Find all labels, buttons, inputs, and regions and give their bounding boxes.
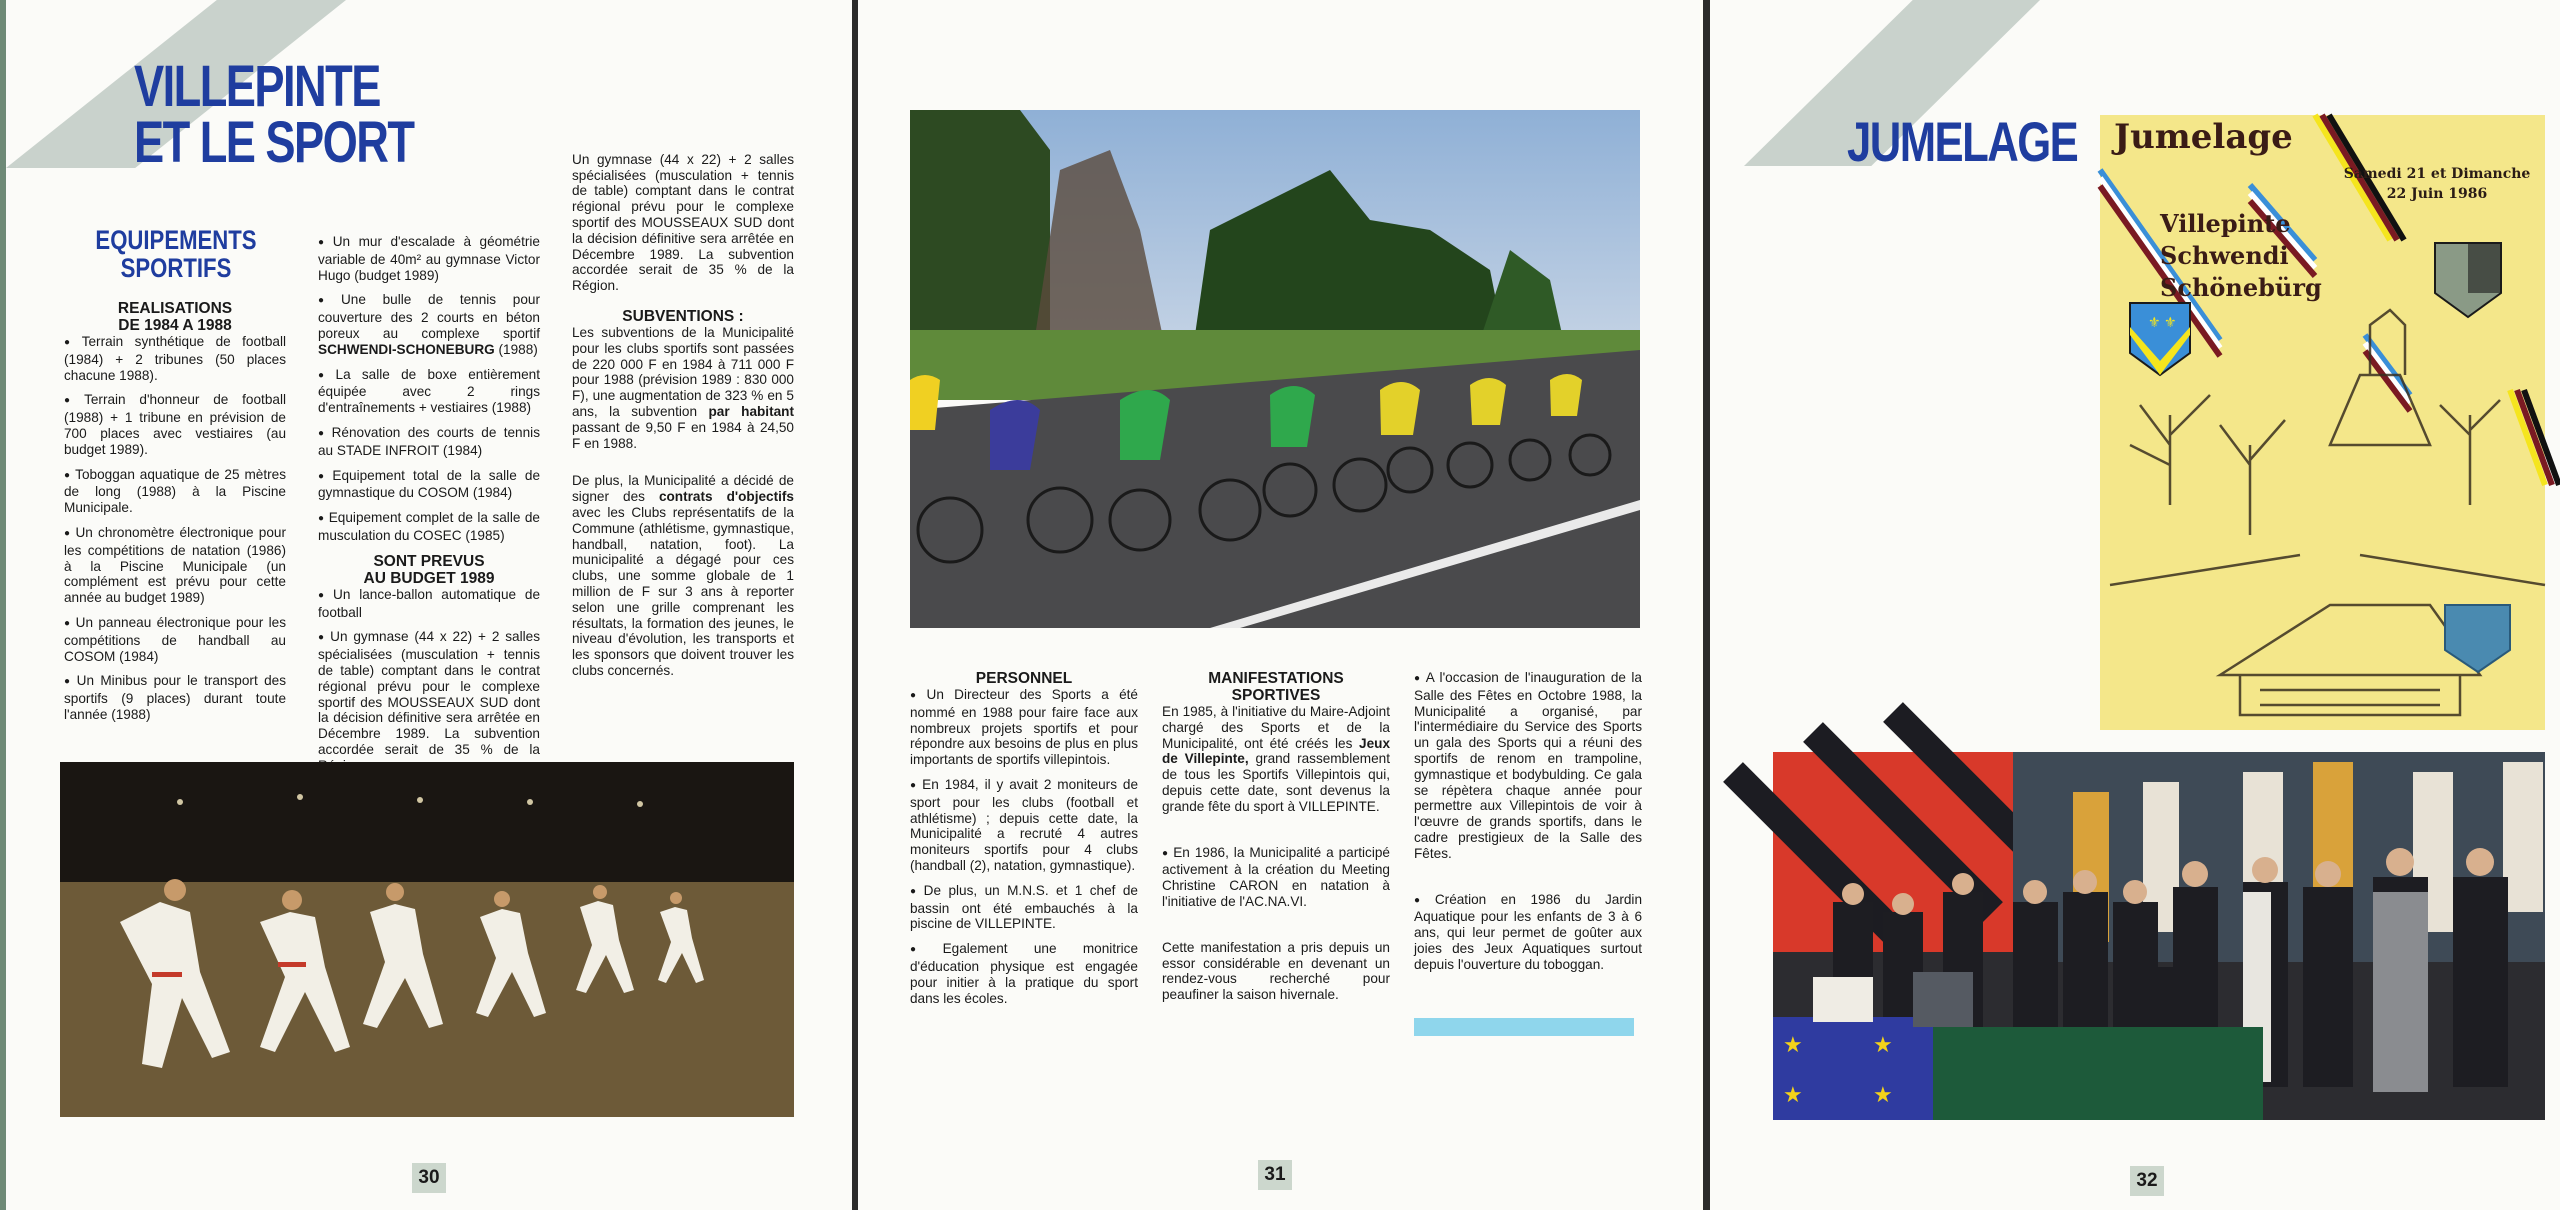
cycling-race-photo: [910, 110, 1640, 628]
page-title-line1: VILLEPINTE: [134, 54, 380, 119]
list-item: ● De plus, un M.N.S. et 1 chef de bassin ont été embauchés à la piscine de VILLEPINTE.: [910, 883, 1138, 932]
svg-text:★: ★: [1783, 1082, 1803, 1107]
poster-town2-line2: Schönebürg: [2160, 273, 2322, 302]
list-item: ● Un Directeur des Sports a été nommé en 1988 pour faire face aux nombreux projets sportifs et pour répondre aux besoins de plus en plus importants de sportifs villepintois.: [910, 687, 1138, 768]
poster-date-line2: 22 Juin 1986: [2386, 186, 2488, 202]
list-item: ● Un gymnase (44 x 22) + 2 salles spécialisées (musculation + tennis de table) comptant dans le contrat régional prévu pour le complexe sportif des MOUSSEAUX SUD dont la décision définitive sera arrêtée en Décembre 1989. La subvention accordée serait de 35 % de la: [318, 629, 540, 677]
cycling-race-illustration: [910, 110, 1640, 628]
manifestations-heading-line1: MANIFESTATIONS: [1208, 670, 1344, 687]
list-item: ● Equipement complet de la salle de musculation du COSEC (1985): [318, 510, 540, 544]
prevus-heading: [318, 553, 540, 587]
poster-town2-line1: Schwendi: [2160, 241, 2289, 270]
list-item: ● Création en 1986 du Jardin Aquatique pour les enfants de 3 à 6 ans, qui leur permet de goûter aux joies des Jeux Aquatiques surtout depuis l'ouverture du toboggan.: [1414, 892, 1642, 973]
list-item: ● La salle de boxe entièrement équipée avec 2 rings d'entraînements + vestiaires (1988): [318, 367, 540, 416]
realisations-heading-line1: REALISATIONS: [117, 300, 233, 317]
list-item: ● Rénovation des courts de tennis au STADE INFROIT (1984): [318, 425, 540, 459]
realisations-heading-line2: DE 1984 A 1988: [118, 317, 232, 334]
poster-date-line1: Samedi 21 et Dimanche: [2343, 166, 2531, 182]
page-title: JUMELAGE: [1847, 110, 2078, 173]
list-item: ● Equipement total de la salle de gymnastique du COSOM (1984): [318, 468, 540, 502]
list-item: ● Un chronomètre électronique pour les compétitions de natation (1986) à la Piscine Municipale (un complément est prévu pour cette année au budget 1989): [64, 525, 286, 606]
realisations-heading: [64, 300, 286, 334]
svg-text:⚜: ⚜: [2148, 314, 2161, 330]
poster-town1: Villepinte: [2160, 209, 2291, 238]
list-item: ● Une bulle de tennis pour couverture des 2 courts en béton poreux au complexe sportif SCHWENDI-SCHONEBURG (1988): [318, 292, 540, 357]
list-item: ● A l'occasion de l'inauguration de la Salle des Fêtes en Octobre 1988, la Municipalité a organisé, par l'intermédiaire du Service des Sports un gala des Sports qui a réuni des sportifs de renom en trampoline, gymnastique et bodybulding. Ce gala se répètera chaque année pour permettre aux Villepintois de voir à l'œuvre de grands sportifs, dans le cadre prestigieux de la Salle des Fêtes.: [1414, 670, 1642, 862]
subventions-paragraph: Les subventions de la Municipalité pour les clubs sportifs sont passées de 220 000 F en 1984 à 711 000 F pour 1988 (prévision 1989 : 830 000 F), une augmentation de 323 % en 5 ans, la subvention par habitant passant de 9,50 F en 1984 à 24,50 F en 1988.: [572, 325, 795, 451]
column-personnel: [910, 670, 1138, 1015]
list-item: ● Un panneau électronique pour les compétitions de handball au COSOM (1984): [64, 615, 286, 664]
page-31: [858, 0, 1703, 1210]
jumelage-poster: [2100, 115, 2545, 730]
page-number-32: 32: [2130, 1166, 2164, 1196]
poster-illustration: [2100, 115, 2545, 730]
column-realisations: [64, 300, 286, 732]
list-item: ● Terrain d'honneur de football (1988) + 1 tribune en prévision de 700 places avec vestiaires (au budget 1989).: [64, 392, 286, 457]
prevus-heading-line2: AU BUDGET 1989: [363, 569, 495, 587]
page-number-31: 31: [1258, 1160, 1292, 1190]
page-title-line2: ET LE SPORT: [134, 110, 414, 175]
prevus-continuation: Un gymnase (44 x 22) + 2 salles spécialisées (musculation + tennis de table) comptant dans le contrat régional prévu pour le complexe sportif des MOUSSEAUX SUD dont la décision définitive sera arrêtée en Décembre 1989. La subvention accordée serait de 35 % de la Région.: [572, 151, 794, 294]
personnel-heading: PERSONNEL: [975, 670, 1073, 687]
cyan-accent-bar: [1414, 1018, 1634, 1036]
list-item: ● Un lance-ballon automatique de football: [318, 587, 540, 621]
svg-text:★: ★: [1873, 1082, 1893, 1107]
subventions-heading: SUBVENTIONS :: [622, 308, 744, 325]
essor-paragraph: Cette manifestation a pris depuis un essor considérable en devenant un rendez-vous recherché pour peaufiner la saison hivernale.: [1162, 939, 1390, 1003]
section-title: [94, 226, 258, 282]
svg-text:★: ★: [1873, 1032, 1893, 1057]
list-item: ● Un mur d'escalade à géométrie variable de 40m² au gymnase Victor Hugo (budget 1989): [318, 234, 540, 283]
twinning-ceremony-photo: [1773, 752, 2545, 1120]
list-item: ● Egalement une monitrice d'éducation physique est engagée pour initier à la pratique du sport dans les écoles.: [910, 941, 1138, 1006]
manifestations-heading: [1162, 670, 1390, 704]
section-title-line2: SPORTIFS: [120, 253, 232, 283]
schwendi-schoneburg-label: SCHWENDI-SCHONEBURG: [318, 341, 495, 357]
page-number-30: 30: [412, 1163, 446, 1193]
page-30: [0, 0, 852, 1210]
list-item: ● En 1986, la Municipalité a participé activement à la création du Meeting Christine CARON en natation à l'initiative de l'AC.NA.VI.: [1162, 845, 1390, 910]
column-gala: [1414, 670, 1642, 982]
svg-text:★: ★: [1783, 1032, 1803, 1057]
column-subventions: [572, 151, 795, 688]
karate-training-photo: [60, 762, 794, 1117]
ceremony-illustration: [1773, 752, 2545, 1120]
contrats-paragraph: De plus, la Municipalité a décidé de signer des contrats d'objectifs avec les Clubs représentatifs de la Commune (athlétisme, gymnastique, handball, natation, foot). La municipalité a dégagé pour ces clubs, une somme globale de 1 million de F sur 3 ans à reporter selon une grille comprenant les résultats, la formation des jeunes, le niveau d'évolution, les transports et les sponsors que doivent trouver les clubs concernés.: [572, 473, 794, 678]
jeux-de-villepinte-paragraph: En 1985, à l'initiative du Maire-Adjoint chargé des Sports et de la Municipalité, ont été créés les Jeux de Villepinte, grand rassemblement de tous les Sportifs Villepintois qui, depuis cette date, sont devenus la grande fête du sport à VILLEPINTE.: [1162, 704, 1390, 814]
poster-title: Jumelage: [2114, 117, 2293, 157]
list-item: ● En 1984, il y avait 2 moniteurs de sport pour les clubs (football et athlétisme) ; depuis cette date, la Municipalité a recruté 4 autres moniteurs sportifs pour 4 clubs (handball (2), natation, gymnastique).: [910, 777, 1138, 874]
section-title-line1: EQUIPEMENTS: [95, 225, 257, 255]
column-realisations-continued: [318, 234, 541, 757]
list-item: ● Un Minibus pour le transport des sportifs (9 places) durant toute l'année (1988): [64, 673, 286, 722]
manifestations-heading-line2: SPORTIVES: [1231, 687, 1321, 704]
page-32: [1710, 0, 2560, 1210]
list-item: ● Toboggan aquatique de 25 mètres de long (1988) à la Piscine Municipale.: [64, 467, 286, 516]
prevus-heading-line1: SONT PREVUS: [373, 552, 485, 570]
list-item: ● Terrain synthétique de football (1984) + 2 tribunes (50 places chacune 1988).: [64, 334, 286, 383]
karate-figures-illustration: [60, 762, 794, 1117]
column-manifestations: [1162, 670, 1390, 1012]
svg-text:⚜: ⚜: [2164, 314, 2177, 330]
